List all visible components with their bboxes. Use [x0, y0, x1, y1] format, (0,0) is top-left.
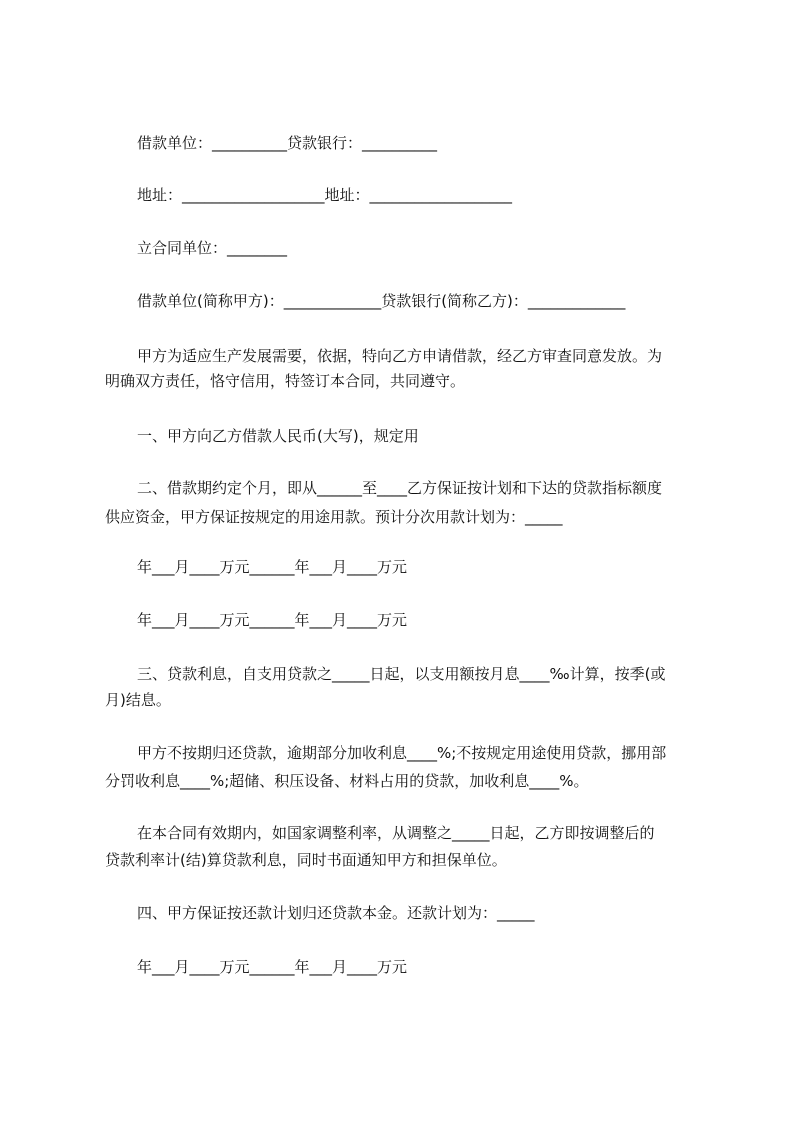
plan-row-2: 年___月____万元______年___月____万元	[137, 611, 408, 629]
penalty-line-2: 分罚收利息____%;超储、积压设备、材料占用的贷款，加收利息____%。	[105, 772, 589, 790]
adjust-line-1: 在本合同有效期内，如国家调整利率，从调整之_____日起，乙方即按调整后的	[137, 824, 655, 842]
preamble-line-1: 甲方为适应生产发展需要，依据，特向乙方申请借款，经乙方审查同意发放。为	[137, 347, 663, 365]
preamble-line-2: 明确双方责任，恪守信用，特签订本合同，共同遵守。	[105, 372, 466, 390]
article-4: 四、甲方保证按还款计划归还贷款本金。还款计划为：_____	[137, 904, 535, 922]
article-1: 一、甲方向乙方借款人民币(大写)，规定用	[137, 427, 419, 445]
penalty-line-1: 甲方不按期归还贷款，逾期部分加收利息____%;不按规定用途使用贷款，挪用部	[137, 744, 667, 762]
header-parties: 借款单位(简称甲方)：_____________贷款银行(简称乙方)：_____________	[137, 292, 626, 310]
header-address: 地址：___________________地址：___________________	[137, 186, 513, 204]
plan-row-1: 年___月____万元______年___月____万元	[137, 558, 408, 576]
plan-row-3: 年___月____万元______年___月____万元	[137, 958, 408, 976]
adjust-line-2: 贷款利率计(结)算贷款利息，同时书面通知甲方和担保单位。	[105, 851, 507, 869]
article-3-line-2: 月)结息。	[105, 691, 171, 709]
article-2-line-1: 二、借款期约定个月，即从______至____乙方保证按计划和下达的贷款指标额度	[137, 479, 663, 497]
article-2-line-2: 供应资金，甲方保证按规定的用途用款。预计分次用款计划为：_____	[105, 508, 563, 526]
article-3-line-1: 三、贷款利息，自支用贷款之_____日起，以支用额按月息____‰计算，按季(或	[137, 665, 666, 683]
header-contract-unit: 立合同单位：________	[137, 239, 288, 257]
header-borrower-bank: 借款单位：__________贷款银行：__________	[137, 134, 438, 152]
